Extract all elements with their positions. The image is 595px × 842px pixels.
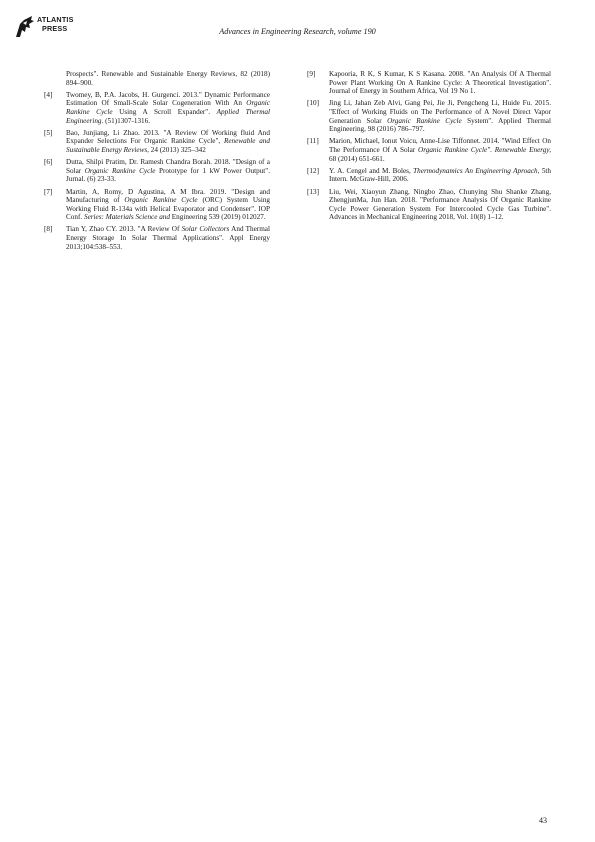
reference-italic: Series: Materials Science and (83, 213, 170, 222)
reference-text: Jing Li, Jahan Zeb Alvi, Gang Pei, Jie Ji, Pengcheng Li, Huide Fu. 2015. "Effect of Working Fluids on The Performance of A Novel Direct Vapor Generation Solar (329, 99, 551, 125)
reference-italic: Organic Rankine Cycle (66, 99, 270, 116)
reference-text: Twomey, B, P.A. Jacobs, H. Gurgenci. 2013." Dynamic Performance Estimation Of Small-Scale Solar Cogeneration With An (66, 90, 270, 108)
running-head: Advances in Engineering Research, volume 190 (219, 27, 376, 36)
reference-text: Using A Scroll Expander". (112, 107, 217, 116)
reference-number: [10] (307, 99, 319, 108)
reference-italic: Organic Rankine Cycle (387, 116, 462, 125)
reference-italic: Thermodynamics An Engineering Aproach, (413, 166, 540, 175)
reference-item-10 (307, 99, 551, 133)
reference-text: 5th Intern. McGraw-Hill, 2006. (329, 166, 552, 184)
reference-item-11 (307, 137, 551, 163)
reference-item-5 (44, 129, 270, 155)
reference-italic: Organic Rankine Cycle (84, 166, 156, 175)
reference-number: [9] (307, 70, 316, 78)
reference-italic: Solar Collectors (181, 225, 230, 234)
reference-item-13 (307, 188, 551, 222)
page-number: 43 (539, 816, 547, 825)
reference-number: [5] (44, 128, 53, 137)
reference-number: [13] (307, 187, 319, 196)
reference-text: Y. A. Cengel and M. Boles, (329, 166, 414, 175)
reference-number: [4] (44, 90, 53, 99)
reference-text: Prospects". Renewable and Sustainable Energy Reviews, 82 (2018) 894–900. (66, 70, 270, 87)
reference-item-4 (44, 91, 270, 125)
reference-text: Prototype for 1 kW Power Output". Jurnal. (6) 23-33. (66, 166, 271, 184)
reference-text: Engineering 539 (2019) 012027. (170, 213, 266, 222)
reference-text: Dutta, Shilpi Pratim, Dr. Ramesh Chandra Borah. 2018. "Design of a Solar (66, 158, 270, 175)
references-left-column (44, 70, 270, 255)
reference-italic: Organic Rankine Cycle". Renewable Energy, (418, 145, 551, 154)
reference-text: Bao, Junjiang, Li Zhao. 2013. "A Review Of Working fluid And Expander Selections For Organic Rankine Cycle", (66, 128, 270, 146)
reference-text: 68 (2014) 651-661. (329, 154, 385, 163)
reference-item-9 (307, 70, 551, 96)
reference-italic: Renewable and Sustainable Energy Reviews, (66, 137, 270, 154)
reference-text: Tian Y, Zhao CY. 2013. "A Review Of (66, 225, 182, 234)
logo-line-2: PRESS (42, 24, 68, 33)
reference-number: [7] (44, 187, 53, 196)
reference-italic: Applied Thermal Engineering. (66, 107, 270, 125)
reference-text: 24 (2013) 325–342 (148, 145, 206, 154)
reference-italic: Organic Rankine Cycle (124, 196, 198, 205)
reference-text: Martin, A, Romy, D Agustina, A M Ibra. 2019. "Design and Manufacturing of (66, 187, 270, 205)
reference-item-8 (44, 225, 270, 251)
reference-text: System". Applied Thermal Engineering, 98 (2016) 786–797. (329, 116, 551, 134)
reference-continuation (44, 70, 270, 87)
reference-number: [12] (307, 166, 319, 175)
reference-text: Marion, Michael, Ionut Voicu, Anne-Lise Tiffonnet. 2014. "Wind Effect On The Performance Of A Solar (329, 137, 551, 154)
reference-item-12 (307, 167, 551, 184)
reference-text: Kapooria, R K, S Kumar, K S Kasana. 2008. "An Analysis Of A Thermal Power Plant Working On A Rankine Cycle: A Theoretical Investigation". Journal of Energy in Southern Africa, Vol 19 No 1. (329, 70, 551, 96)
reference-text: (51)1307-1316. (103, 116, 151, 125)
reference-number: [11] (307, 137, 319, 146)
reference-item-7 (44, 188, 270, 222)
reference-number: [8] (44, 225, 53, 234)
reference-text: Liu, Wei, Xiaoyun Zhang, Ningbo Zhao, Chunying Shu Shanke Zhang, ZhengjunMa, Jun Han. 2018. "Performance Analysis Of Organic Rankine Cycle Power Generation System For Intercooled Cycle Gas Turbine". Advances in Mechanical Engineering 2018, Vol. 10(8) 1–12. (329, 187, 551, 222)
reference-text: And Thermal Energy Storage In Solar Thermal Applications". Appl Energy 2013;104:538–553. (66, 225, 270, 251)
references-right-column (307, 70, 551, 225)
reference-text: (ORC) System Using Working Fluid R-134a with Helical Evaporator and Condenser". IOP Conf. (66, 196, 271, 222)
logo-line-1: ATLANTIS (37, 15, 74, 24)
reference-number: [6] (44, 158, 53, 167)
reference-item-6 (44, 158, 270, 184)
